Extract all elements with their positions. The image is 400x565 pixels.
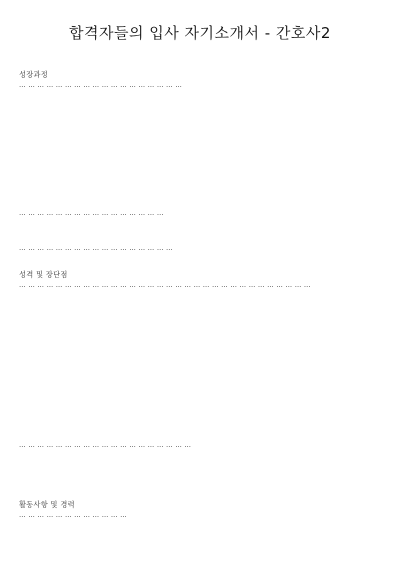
document-title: 합격자들의 입사 자기소개서 - 간호사2 [69, 24, 331, 42]
section-heading-growth: 성장과정 [19, 70, 48, 79]
growth-paragraph-3: … … … … … … … … … … … … … … … … … [19, 244, 173, 252]
growth-paragraph-1: … … … … … … … … … … … … … … … … … … [19, 81, 183, 89]
growth-paragraph-2: … … … … … … … … … … … … … … … … [19, 209, 164, 217]
activities-paragraph-1: … … … … … … … … … … … … [19, 511, 127, 519]
section-heading-activities: 활동사항 및 경력 [19, 500, 75, 509]
section-heading-personality: 성격 및 장단점 [19, 270, 68, 279]
personality-paragraph-2: … … … … … … … … … … … … … … … … … … … [19, 441, 192, 449]
personality-paragraph-1: … … … … … … … … … … … … … … … … … … … … … … … … … … … … … … … … [19, 281, 311, 289]
